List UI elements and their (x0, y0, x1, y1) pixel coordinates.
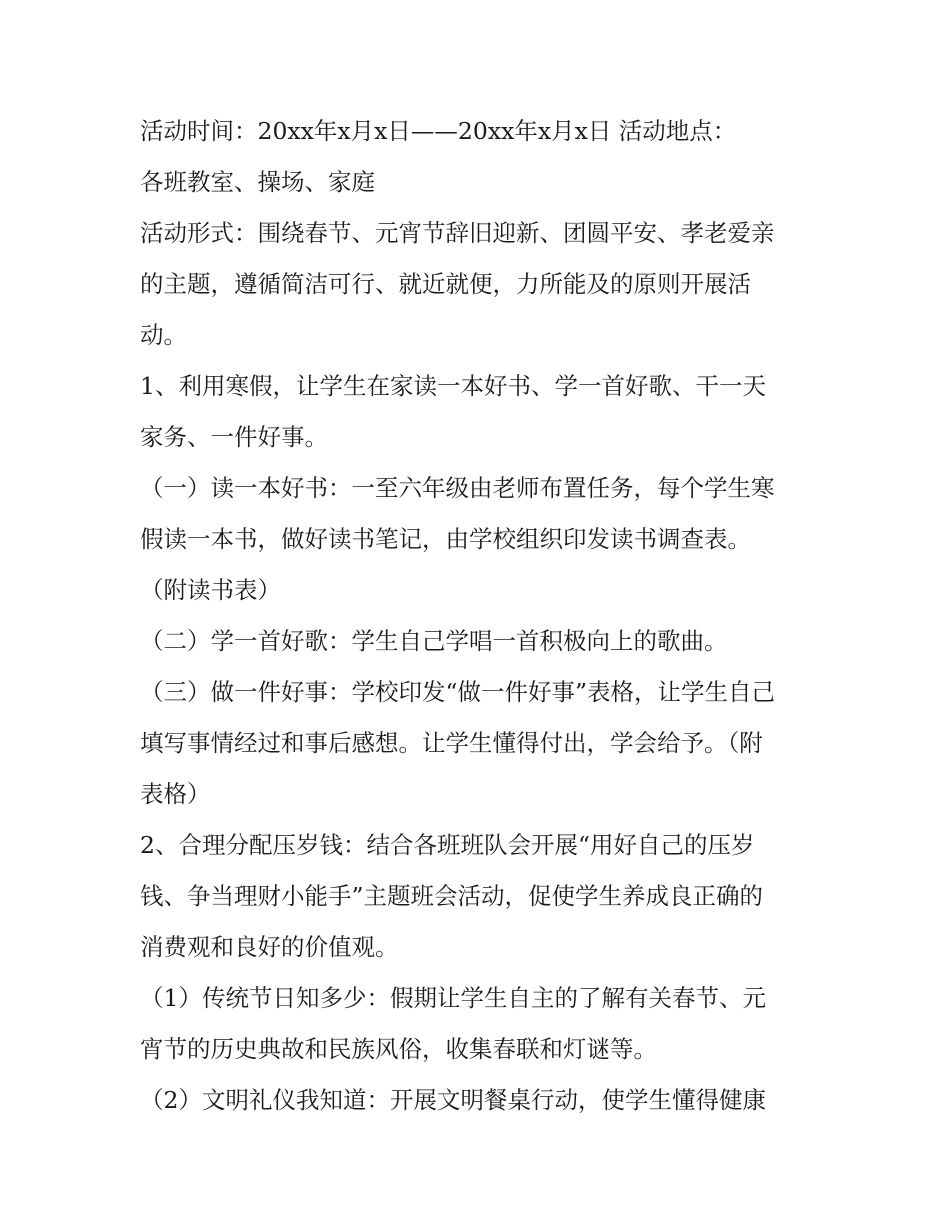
paragraph-item-1 (140, 361, 820, 463)
text-line: 的主题，遵循简洁可行、就近就便，力所能及的原则开展活 (140, 270, 751, 298)
text-line: 钱、争当理财小能手”主题班会活动，促使学生养成良正确的 (140, 882, 764, 910)
paragraph-activity-form (140, 208, 820, 361)
text-line: 表格） (140, 780, 211, 808)
text-line: 宵节的历史典故和民族风俗，收集春联和灯谜等。 (140, 1035, 657, 1063)
text-line: （1）传统节日知多少：假期让学生自主的了解有关春节、元 (140, 984, 766, 1012)
paragraph-item-2-2 (140, 1075, 820, 1126)
text-line: （三）做一件好事：学校印发“做一件好事”表格，让学生自己 (140, 678, 776, 706)
text-line: 2、合理分配压岁钱：结合各班班队会开展“用好自己的压岁 (140, 831, 755, 859)
text-line: （二）学一首好歌：学生自己学唱一首积极向上的歌曲。 (140, 627, 728, 655)
text-line: 活动时间：20xx年x月x日——20xx年x月x日 活动地点： (140, 117, 737, 145)
text-line: 动。 (140, 321, 187, 349)
text-line: （2）文明礼仪我知道：开展文明餐桌行动，使学生懂得健康 (140, 1086, 766, 1114)
text-line: （附读书表） (140, 576, 281, 604)
text-line: 1、利用寒假，让学生在家读一本好书、学一首好歌、干一天 (140, 372, 766, 400)
text-line: 消费观和良好的价值观。 (140, 933, 399, 961)
text-line: 家务、一件好事。 (140, 423, 328, 451)
paragraph-item-2 (140, 820, 820, 973)
text-line: 假读一本书，做好读书笔记，由学校组织印发读书调查表。 (140, 525, 751, 553)
text-line: 填写事情经过和事后感想。让学生懂得付出，学会给予。（附 (140, 729, 763, 757)
document-body (140, 106, 820, 1126)
paragraph-item-1-b (140, 616, 820, 667)
paragraph-item-2-1 (140, 973, 820, 1075)
paragraph-activity-time-place (140, 106, 820, 208)
text-line: （一）读一本好书：一至六年级由老师布置任务，每个学生寒 (140, 474, 775, 502)
text-line: 活动形式：围绕春节、元宵节辞旧迎新、团圆平安、孝老爱亲 (140, 219, 775, 247)
paragraph-item-1-a (140, 463, 820, 616)
paragraph-item-1-c (140, 667, 820, 820)
text-line: 各班教室、操场、家庭 (140, 168, 375, 196)
